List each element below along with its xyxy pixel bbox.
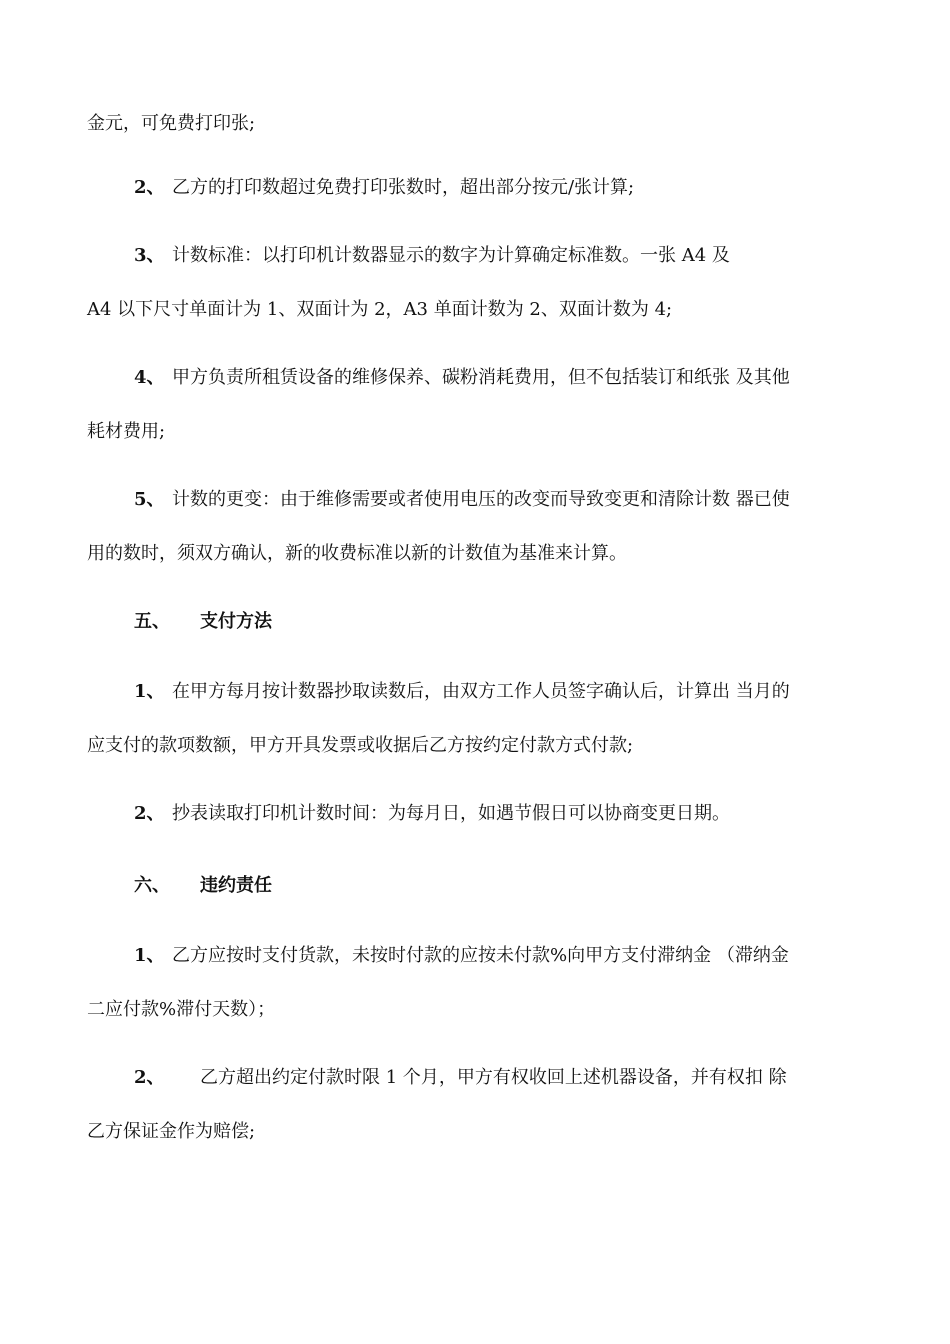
paragraph-line: 应支付的款项数额，甲方开具发票或收据后乙方按约定付款方式付款; xyxy=(87,735,634,756)
item-number: 2、 xyxy=(134,177,165,198)
section-heading-number: 六、 xyxy=(134,875,170,896)
section-heading: 支付方法 xyxy=(200,611,272,632)
item-number: 3、 xyxy=(134,245,165,266)
section-heading: 违约责任 xyxy=(200,875,272,896)
paragraph-line: 金元，可免费打印张; xyxy=(87,113,256,134)
paragraph-line: 乙方的打印数超过免费打印张数时，超出部分按元/张计算; xyxy=(172,177,635,198)
item-number: 4、 xyxy=(134,367,165,388)
paragraph-line: 二应付款%滞付天数）； xyxy=(87,999,276,1020)
item-number: 2、 xyxy=(134,803,165,824)
paragraph-line: 计数的更变：由于维修需要或者使用电压的改变而导致变更和清除计数 器已使 xyxy=(172,489,790,510)
paragraph-line: 耗材费用; xyxy=(87,421,166,442)
section-heading-number: 五、 xyxy=(134,611,170,632)
paragraph-line: 抄表读取打印机计数时间：为每月日，如遇节假日可以协商变更日期。 xyxy=(172,803,730,824)
item-number: 1、 xyxy=(134,945,165,966)
paragraph-line: 乙方超出约定付款时限 1 个月，甲方有权收回上述机器设备，并有权扣 除 xyxy=(200,1067,787,1088)
paragraph-line: 计数标准：以打印机计数器显示的数字为计算确定标准数。一张 A4 及 xyxy=(172,245,730,266)
paragraph-line: A4 以下尺寸单面计为 1、双面计为 2，A3 单面计数为 2、双面计数为 4; xyxy=(87,299,673,320)
paragraph-line: 在甲方每月按计数器抄取读数后，由双方工作人员签字确认后，计算出 当月的 xyxy=(172,681,790,702)
item-number: 2、 xyxy=(134,1067,165,1088)
paragraph-line: 用的数时，须双方确认，新的收费标准以新的计数值为基准来计算。 xyxy=(87,543,627,564)
item-number: 5、 xyxy=(134,489,165,510)
item-number: 1、 xyxy=(134,681,165,702)
paragraph-line: 甲方负责所租赁设备的维修保养、碳粉消耗费用，但不包括装订和纸张 及其他 xyxy=(172,367,790,388)
paragraph-line: 乙方保证金作为赔偿; xyxy=(87,1121,256,1142)
paragraph-line: 乙方应按时支付货款，未按时付款的应按未付款%向甲方支付滞纳金 （滞纳金 xyxy=(172,945,789,966)
